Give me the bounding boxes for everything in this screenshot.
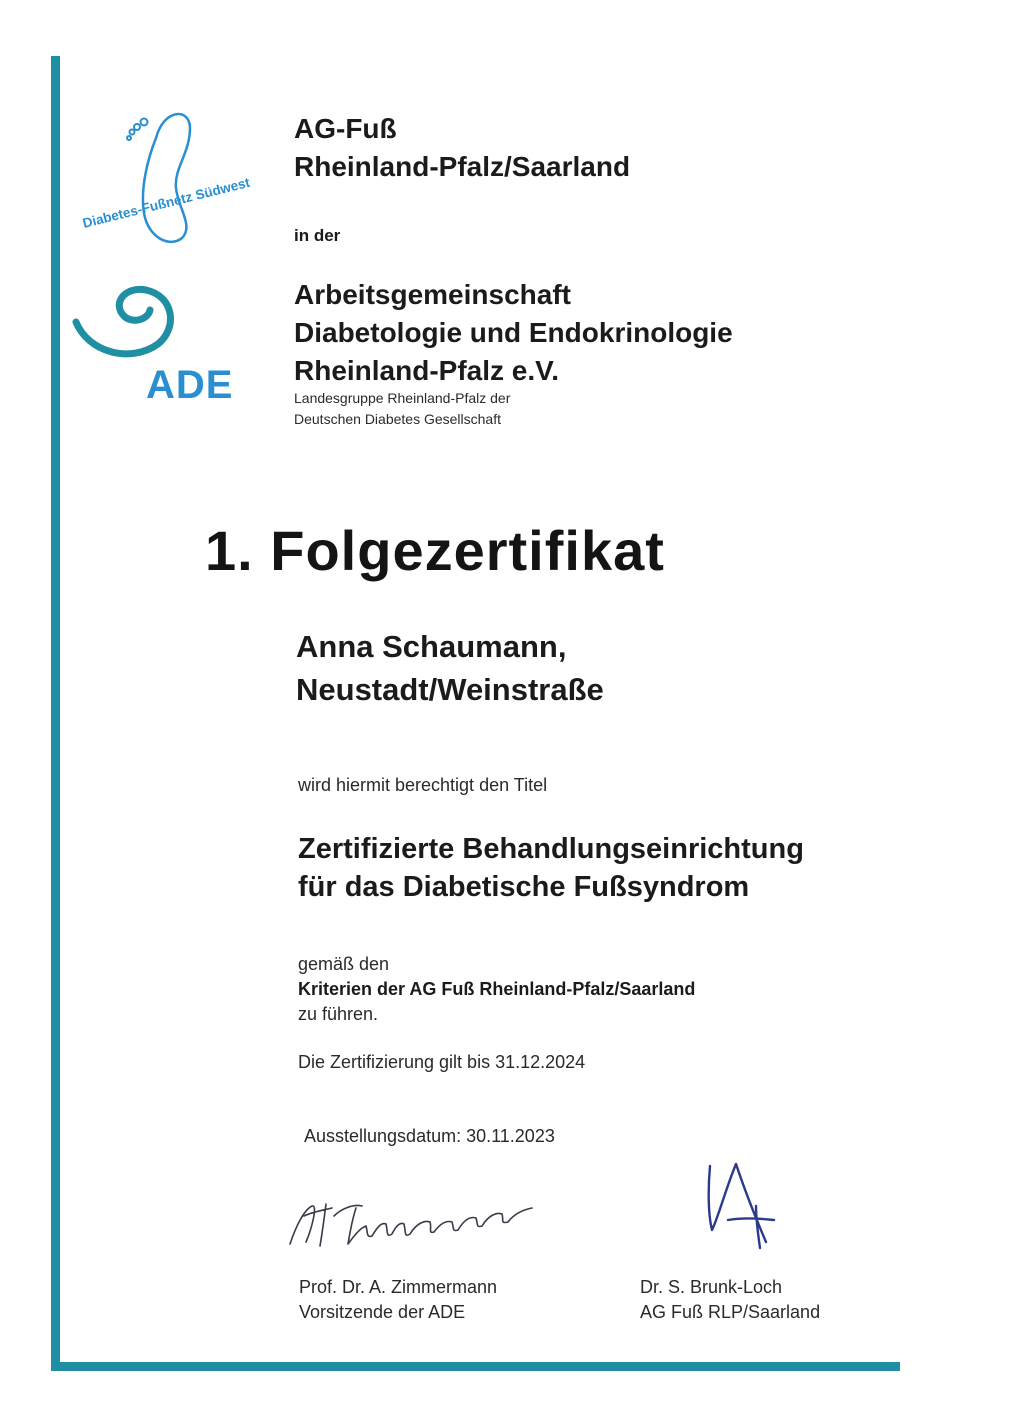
left-border-stripe (51, 56, 60, 1371)
certificate-holder (296, 625, 604, 711)
issuing-organization-2 (294, 276, 733, 390)
bottom-border-stripe (51, 1362, 900, 1371)
org2-line1: Arbeitsgemeinschaft (294, 279, 571, 310)
connector-text: in der (294, 226, 341, 245)
signatory-left-name: Prof. Dr. A. Zimmermann (299, 1277, 498, 1297)
organization-subtitle (294, 388, 510, 430)
issue-date: Ausstellungsdatum: 30.11.2023 (304, 1126, 555, 1146)
certified-designation (298, 830, 804, 906)
criteria-pre: gemäß den (298, 954, 390, 974)
signature-zimmermann (282, 1186, 542, 1252)
certificate-title: 1. Folgezertifikat (205, 519, 665, 582)
org1-line2: Rheinland-Pfalz/Saarland (294, 151, 631, 182)
org1-line1: AG-Fuß (294, 113, 397, 144)
designation-line1: Zertifizierte Behandlungseinrichtung (298, 833, 804, 865)
org2-line2: Diabetologie und Endokrinologie (294, 317, 733, 348)
ade-logo-text: ADE (146, 363, 234, 407)
signatory-right-name: Dr. S. Brunk-Loch (640, 1277, 783, 1297)
signatory-right-role: AG Fuß RLP/Saarland (640, 1302, 821, 1322)
criteria-post: zu führen. (298, 1004, 379, 1024)
org2-line3: Rheinland-Pfalz e.V. (294, 355, 560, 386)
signature-brunk-loch (700, 1158, 780, 1254)
signatory-left-role: Vorsitzende der ADE (299, 1302, 466, 1322)
holder-location: Neustadt/Weinstraße (296, 672, 604, 707)
issuing-organization-1 (294, 110, 630, 186)
designation-line2: für das Diabetische Fußsyndrom (298, 871, 750, 903)
org2-sub-line2: Deutschen Diabetes Gesellschaft (294, 411, 501, 427)
criteria-name: Kriterien der AG Fuß Rheinland-Pfalz/Saarland (298, 979, 696, 999)
signatory-right (640, 1275, 820, 1325)
foot-logo-text: Diabetes-Fußnetz Südwest (81, 174, 252, 231)
ade-logo (70, 282, 260, 412)
holder-name: Anna Schaumann, (296, 629, 567, 664)
validity-text: Die Zertifizierung gilt bis 31.12.2024 (298, 1052, 586, 1072)
criteria-block (298, 952, 695, 1027)
foot-network-logo (78, 98, 253, 258)
signatory-left (299, 1275, 497, 1325)
intro-text: wird hiermit berechtigt den Titel (298, 775, 548, 795)
org2-sub-line1: Landesgruppe Rheinland-Pfalz der (294, 390, 511, 406)
